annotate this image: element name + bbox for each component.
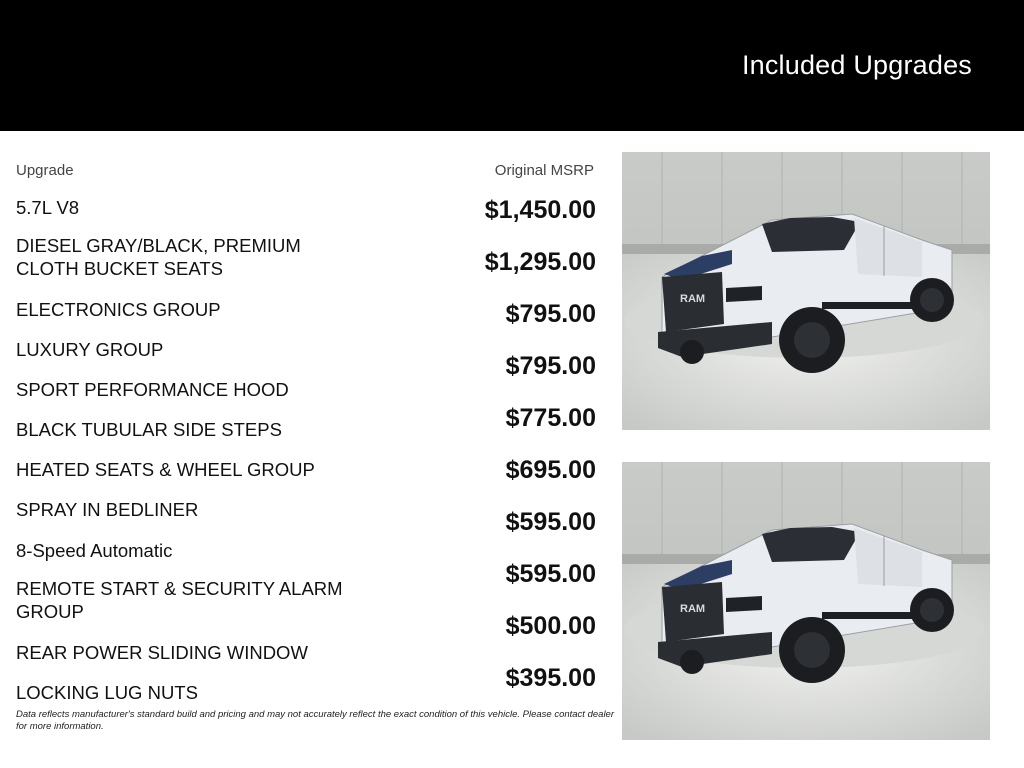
upgrade-price: $795.00 <box>505 300 596 328</box>
upgrade-name: SPORT PERFORMANCE HOOD <box>16 379 289 400</box>
upgrade-price: $775.00 <box>505 404 596 432</box>
upgrade-price: $795.00 <box>505 352 596 380</box>
upgrade-price: $595.00 <box>505 508 596 536</box>
upgrade-price: $1,295.00 <box>484 248 596 276</box>
upgrade-name: SPRAY IN BEDLINER <box>16 499 199 520</box>
upgrade-name: 5.7L V8 <box>16 197 80 218</box>
upgrade-name: BLACK TUBULAR SIDE STEPS <box>16 419 282 440</box>
upgrade-name: REAR POWER SLIDING WINDOW <box>16 642 308 663</box>
truck-photo-1 <box>622 152 990 430</box>
upgrade-price: $1,450.00 <box>484 196 596 224</box>
grille-logo: RAM <box>680 293 706 305</box>
upgrade-column-header: Upgrade <box>16 162 74 179</box>
truck-photo-2 <box>622 462 990 740</box>
msrp-column-header: Original MSRP <box>494 162 594 179</box>
upgrade-name: LUXURY GROUP <box>16 339 164 360</box>
grille-logo: RAM <box>680 603 706 615</box>
upgrade-price: $695.00 <box>505 456 596 484</box>
upgrade-name: ELECTRONICS GROUP <box>16 299 221 320</box>
upgrade-name: HEATED SEATS & WHEEL GROUP <box>16 459 315 480</box>
page-title: Included Upgrades <box>741 50 972 80</box>
upgrade-price: $500.00 <box>505 612 596 640</box>
upgrade-price: $395.00 <box>505 664 596 692</box>
upgrade-name: LOCKING LUG NUTS <box>16 682 198 703</box>
upgrade-price: $595.00 <box>505 560 596 588</box>
header-bar <box>0 0 1024 131</box>
upgrade-name: DIESEL GRAY/BLACK, PREMIUM CLOTH BUCKET SEATS <box>16 235 301 279</box>
upgrade-name: REMOTE START & SECURITY ALARM GROUP <box>16 578 343 622</box>
upgrade-name: 8-Speed Automatic <box>16 540 173 561</box>
disclaimer-text: Data reflects manufacturer's standard build and pricing and may not accurately reflect the exact condition of this vehicle. Please contact dealer for more information. <box>16 709 614 732</box>
